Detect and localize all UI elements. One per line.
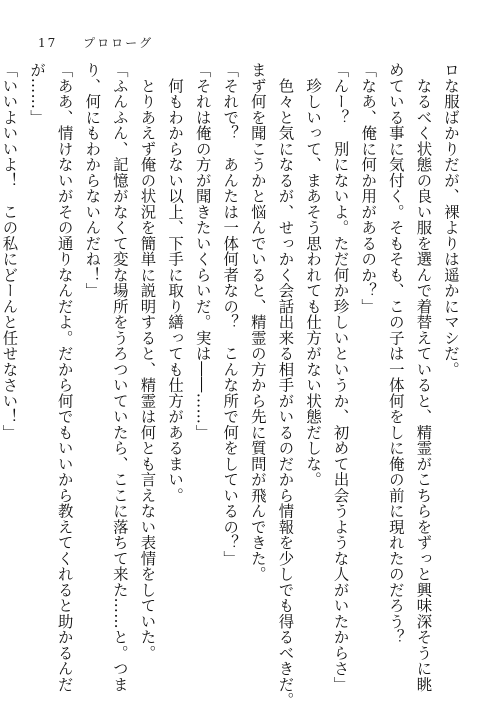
dialogue-line: 「なあ、俺に何か用があるのか？」 [359,62,378,314]
text-line: まず何を聞こうかと悩んでいると、精霊の方から先に質問が飛んできた。 [248,62,267,582]
text-line: めている事に気付く。そもそも、この子は一体何をしに俺の前に現れたのだろう？ [386,62,405,645]
dialogue-line: が……」 [28,62,47,125]
chapter-title: プロローグ [83,36,154,50]
dialogue-line: 「それは俺の方が聞きたいくらいだ。実は――……」 [193,62,212,440]
vertical-body-text [0,62,464,708]
text-line: ロな服ばかりだが、裸よりは遥かにマシだ。 [442,62,460,377]
text-line: 何もわからない以上、下手に取り繕っても仕方があるまい。 [166,62,185,503]
text-line: 色々と気になるが、せっかく会話出来る相手がいるのだから情報を少しでも得るべきだ。 [276,62,295,708]
dialogue-line: 「んー？ 別にないよ。ただ何か珍しいというか、初めて出会うような人がいたからさ」 [331,62,350,692]
text-line: なるべく状態の良い服を選んで着替えていると、精霊がこちらをずっと興味深そうに眺 [414,62,433,692]
dialogue-line: 「ああ、情けないがその通りなんだよ。だから何でもいいから教えてくれると助かるんだ [55,62,74,692]
dialogue-line: 「いいよいいよ！ この私にどーんと任せなさい！」 [0,62,19,440]
running-header [38,34,153,51]
page-number: 17 [38,36,58,50]
dialogue-line: 「それで？ あんたは一体何者なの？ こんな所で何をしているの？」 [221,62,240,566]
dialogue-line: り、何にもわからないんだね！」 [83,62,102,299]
dialogue-line: 「ふんふん、記憶がなくて変な場所をうろついていたら、ここに落ちて来た……と。つま [110,62,129,692]
text-line: 珍しいって、まあそう思われても仕方がない状態だしな。 [304,62,323,488]
text-line: とりあえず俺の状況を簡単に説明すると、精霊は何とも言えない表情をしていた。 [138,62,157,661]
